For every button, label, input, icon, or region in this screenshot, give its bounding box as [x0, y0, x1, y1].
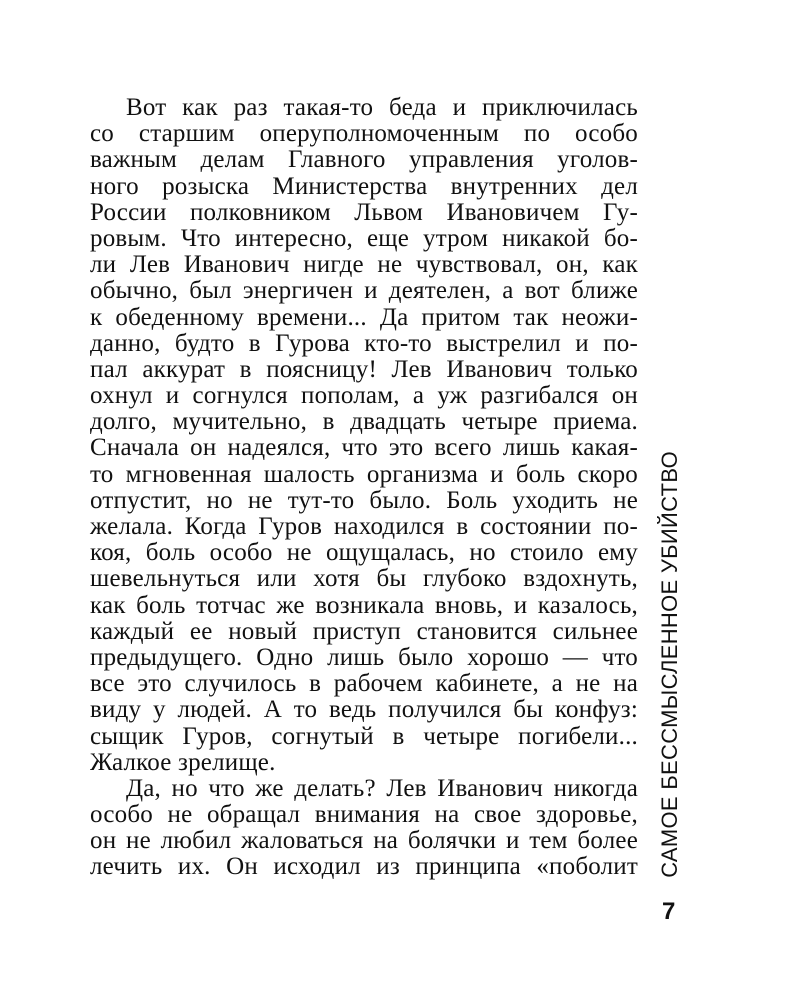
running-head-title: САМОЕ БЕССМЫСЛЕННОЕ УБИЙСТВО [657, 451, 682, 878]
text-line: ного розыска Министерства внутренних дел [90, 172, 638, 200]
page-number: 7 [662, 898, 676, 925]
text-line: важным делам Главного управления уголов- [90, 146, 638, 174]
text-line: Сначала он надеялся, что это всего лишь какая- [90, 434, 638, 462]
text-line: ли Лев Иванович нигде не чувствовал, он, как [90, 251, 638, 279]
text-line: пал аккурат в поясницу! Лев Иванович только [90, 355, 638, 383]
text-line: желала. Когда Гуров находился в состоянии по- [90, 513, 638, 540]
text-line: каждый ее новый приступ становится сильнее [90, 617, 638, 645]
running-head [650, 451, 690, 888]
text-line: России полковником Львом Ивановичем Гу- [90, 198, 638, 226]
text-line: Да, но что же делать? Лев Иванович никогда [126, 774, 638, 802]
text-line: Жалкое зрелище. [90, 748, 276, 776]
text-line: лечить их. Он исходил из принципа «поболит [90, 853, 638, 881]
text-line: виду у людей. А то ведь получился бы конфуз: [90, 696, 638, 724]
text-line: он не любил жаловаться на болячки и тем более [90, 827, 638, 855]
text-line: к обеденному времени... Да притом так неожи- [90, 303, 638, 331]
text-line: отпустит, но не тут-то было. Боль уходить не [90, 486, 638, 514]
text-line: охнул и согнулся пополам, а уж разгибался он [90, 382, 638, 410]
text-line: все это случилось в рабочем кабинете, а не на [90, 670, 638, 698]
text-line: особо не обращал внимания на свое здоровье, [90, 801, 638, 829]
text-line: данно, будто в Гурова кто-то выстрелил и по- [90, 329, 638, 357]
text-line: обычно, был энергичен и деятелен, а вот ближе [90, 277, 638, 305]
text-line: со старшим оперуполномоченным по особо [90, 120, 638, 148]
text-line: долго, мучительно, в двадцать четыре приема. [90, 408, 638, 436]
text-line: как боль тотчас же возникала вновь, и казалось, [90, 591, 638, 619]
text-line: сыщик Гуров, согнутый в четыре погибели... [90, 722, 638, 750]
text-line: предыдущего. Одно лишь было хорошо — что [90, 643, 638, 671]
page-body-text [90, 95, 638, 881]
text-line: коя, боль особо не ощущалась, но стоило ему [90, 539, 638, 567]
text-line: то мгновенная шалость организма и боль скоро [90, 460, 638, 488]
text-line: Вот как раз такая-то беда и приключилась [126, 94, 638, 121]
text-line: ровым. Что интересно, еще утром никакой бо- [90, 224, 638, 252]
text-line: шевельнуться или хотя бы глубоко вздохнуть, [90, 565, 638, 593]
